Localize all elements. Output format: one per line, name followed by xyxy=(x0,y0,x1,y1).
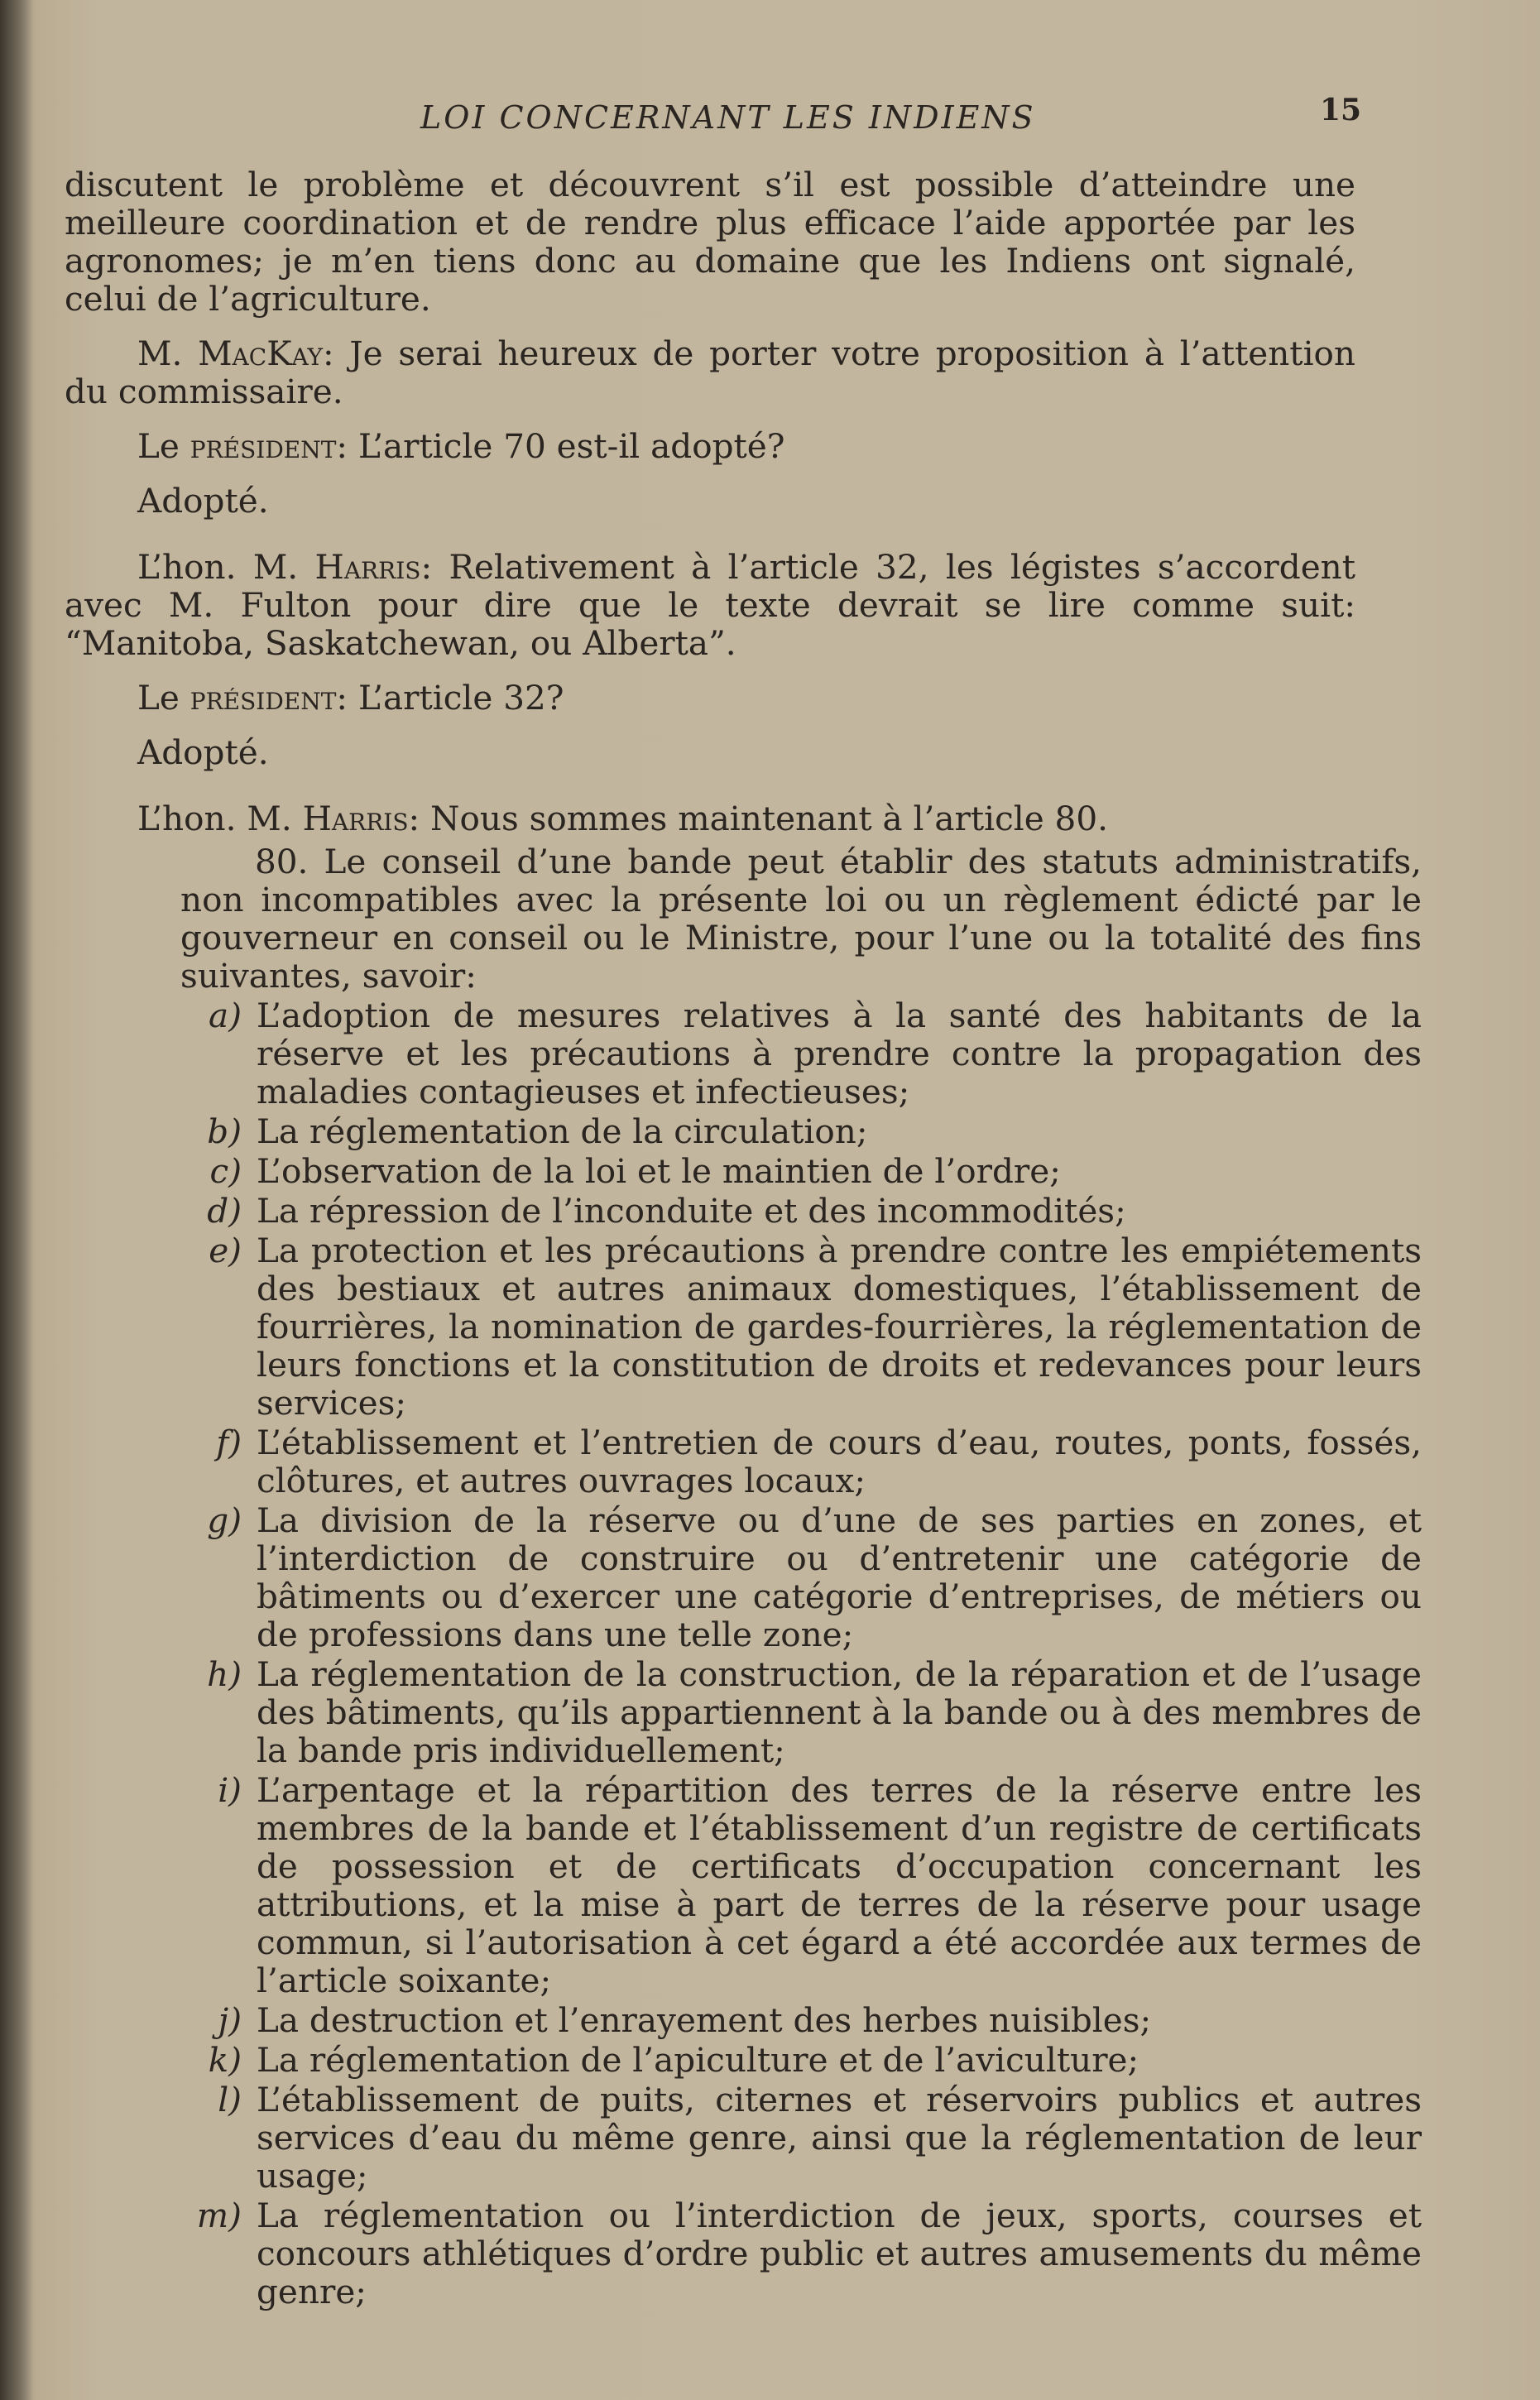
list-item xyxy=(180,2041,1422,2079)
list-item xyxy=(180,1655,1422,1769)
speaker-label: président: xyxy=(190,426,348,466)
item-text: La réglementation ou l’interdiction de jeux, sports, courses et concours athlétiques d’ordre public et autres amusements du même genre; xyxy=(257,2196,1422,2311)
list-item xyxy=(180,1152,1422,1190)
page-body xyxy=(65,165,1422,2311)
item-text: L’arpentage et la répartition des terres de la réserve entre les membres de la bande et l’établissement d’un registre de certificats de possession et de certificats d’occupation concernant les attributions, et la mise à part de terres de la réserve pour usage commun, si l’autorisation à cet égard a été accordée aux termes de l’article soixante; xyxy=(257,1770,1422,2000)
item-text: La répression de l’inconduite et des incommodités; xyxy=(257,1191,1126,1231)
speaker-label: Harris: xyxy=(302,799,420,838)
item-text: La protection et les précautions à prendre contre les empiétements des bestiaux et autres animaux domestiques, l’établissement de fourrières, la nomination de gardes-fourrières, la réglementation de leurs fonctions et la constitution de droits et redevances pour leurs services; xyxy=(257,1231,1422,1423)
speech-text: Nous sommes maintenant à l’article 80. xyxy=(430,799,1108,838)
speech-text: Relativement à l’article 32, les légistes s’accordent avec M. Fulton pour dire que le texte devrait se lire comme suit: “Manitoba, Saskatchewan, ou Alberta”. xyxy=(65,547,1356,663)
adopted-line: Adopté. xyxy=(137,481,269,521)
speaker-prefix: L’hon. M. xyxy=(137,799,292,838)
adopted-line: Adopté. xyxy=(137,732,269,772)
item-letter: g) xyxy=(207,1500,242,1540)
paragraph-president-32 xyxy=(65,679,1355,717)
paragraph-continued: discutent le problème et découvrent s’il est possible d’atteindre une meilleure coordination et de rendre plus efficace l’aide apportée par les agronomes; je m’en tiens donc au domaine que les Indiens ont signalé, celui de l’agriculture. xyxy=(65,165,1355,319)
page-binding-edge xyxy=(0,0,33,2400)
speech-text: Je serai heureux de porter votre proposition à l’attention du commissaire. xyxy=(65,334,1355,411)
item-text: La réglementation de l’apiculture et de l’aviculture; xyxy=(257,2040,1139,2080)
speaker-prefix: L’hon. M. xyxy=(137,547,299,587)
item-text: La division de la réserve ou d’une de ses parties en zones, et l’interdiction de construire ou d’entretenir une catégorie de bâtiments ou d’exercer une catégorie d’entreprises, de métiers ou de professions dans une telle zone; xyxy=(257,1500,1422,1654)
speaker-prefix: Le xyxy=(137,678,180,718)
item-text: L’établissement de puits, citernes et réservoirs publics et autres services d’eau du même genre, ainsi que la réglementation de leur usage; xyxy=(257,2080,1422,2196)
item-letter: f) xyxy=(216,1423,242,1462)
item-letter: j) xyxy=(218,2000,242,2040)
paragraph-harris-32 xyxy=(65,548,1355,662)
item-letter: i) xyxy=(218,1770,242,1810)
list-item xyxy=(180,1192,1422,1230)
speaker-label: M. MacKay: xyxy=(137,334,334,373)
running-title: LOI CONCERNANT LES INDIENS xyxy=(420,99,1036,136)
page-number: 15 xyxy=(1320,93,1362,127)
item-letter: a) xyxy=(209,996,242,1035)
paragraph-harris-80 xyxy=(65,799,1355,838)
item-letter: b) xyxy=(207,1111,242,1151)
list-item xyxy=(180,1231,1422,1422)
item-text: L’établissement et l’entretien de cours d’eau, routes, ponts, fossés, clôtures, et autres ouvrages locaux; xyxy=(257,1423,1422,1500)
section-80-intro: 80. Le conseil d’une bande peut établir des statuts administratifs, non incompatibles avec la présente loi ou un règlement édicté par le gouverneur en conseil ou le Ministre, pour l’une ou la totalité des fins suivantes, savoir: xyxy=(180,842,1422,996)
list-item xyxy=(180,2196,1422,2311)
list-item xyxy=(180,2001,1422,2039)
item-text: L’adoption de mesures relatives à la santé des habitants de la réserve et les précautions à prendre contre la propagation des maladies contagieuses et infectieuses; xyxy=(257,996,1422,1111)
paragraph-president-70 xyxy=(65,427,1355,465)
item-letter: d) xyxy=(207,1191,242,1231)
item-letter: k) xyxy=(208,2040,242,2080)
item-letter: h) xyxy=(207,1654,242,1694)
item-text: La réglementation de la circulation; xyxy=(257,1111,868,1151)
speech-text: L’article 32? xyxy=(357,678,564,718)
list-item xyxy=(180,1112,1422,1150)
list-item xyxy=(180,1501,1422,1654)
speaker-label: président: xyxy=(190,678,348,718)
speaker-prefix: Le xyxy=(137,426,180,466)
speech-text: L’article 70 est-il adopté? xyxy=(357,426,785,466)
item-letter: l) xyxy=(218,2080,242,2119)
paragraph-mackay xyxy=(65,334,1355,410)
item-text: La réglementation de la construction, de la réparation et de l’usage des bâtiments, qu’ils appartiennent à la bande ou à des membres de la bande pris individuellement; xyxy=(257,1654,1422,1770)
list-item xyxy=(180,2081,1422,2195)
list-item xyxy=(180,1771,1422,1999)
list-item xyxy=(180,996,1422,1111)
item-letter: e) xyxy=(209,1231,242,1270)
item-text: L’observation de la loi et le maintien de l’ordre; xyxy=(257,1151,1061,1191)
item-text: La destruction et l’enrayement des herbes nuisibles; xyxy=(257,2000,1152,2040)
speaker-label: Harris: xyxy=(314,547,433,587)
list-item xyxy=(180,1423,1422,1500)
section-80-quote xyxy=(180,842,1422,2311)
item-letter: m) xyxy=(196,2196,242,2235)
item-letter: c) xyxy=(209,1151,242,1191)
